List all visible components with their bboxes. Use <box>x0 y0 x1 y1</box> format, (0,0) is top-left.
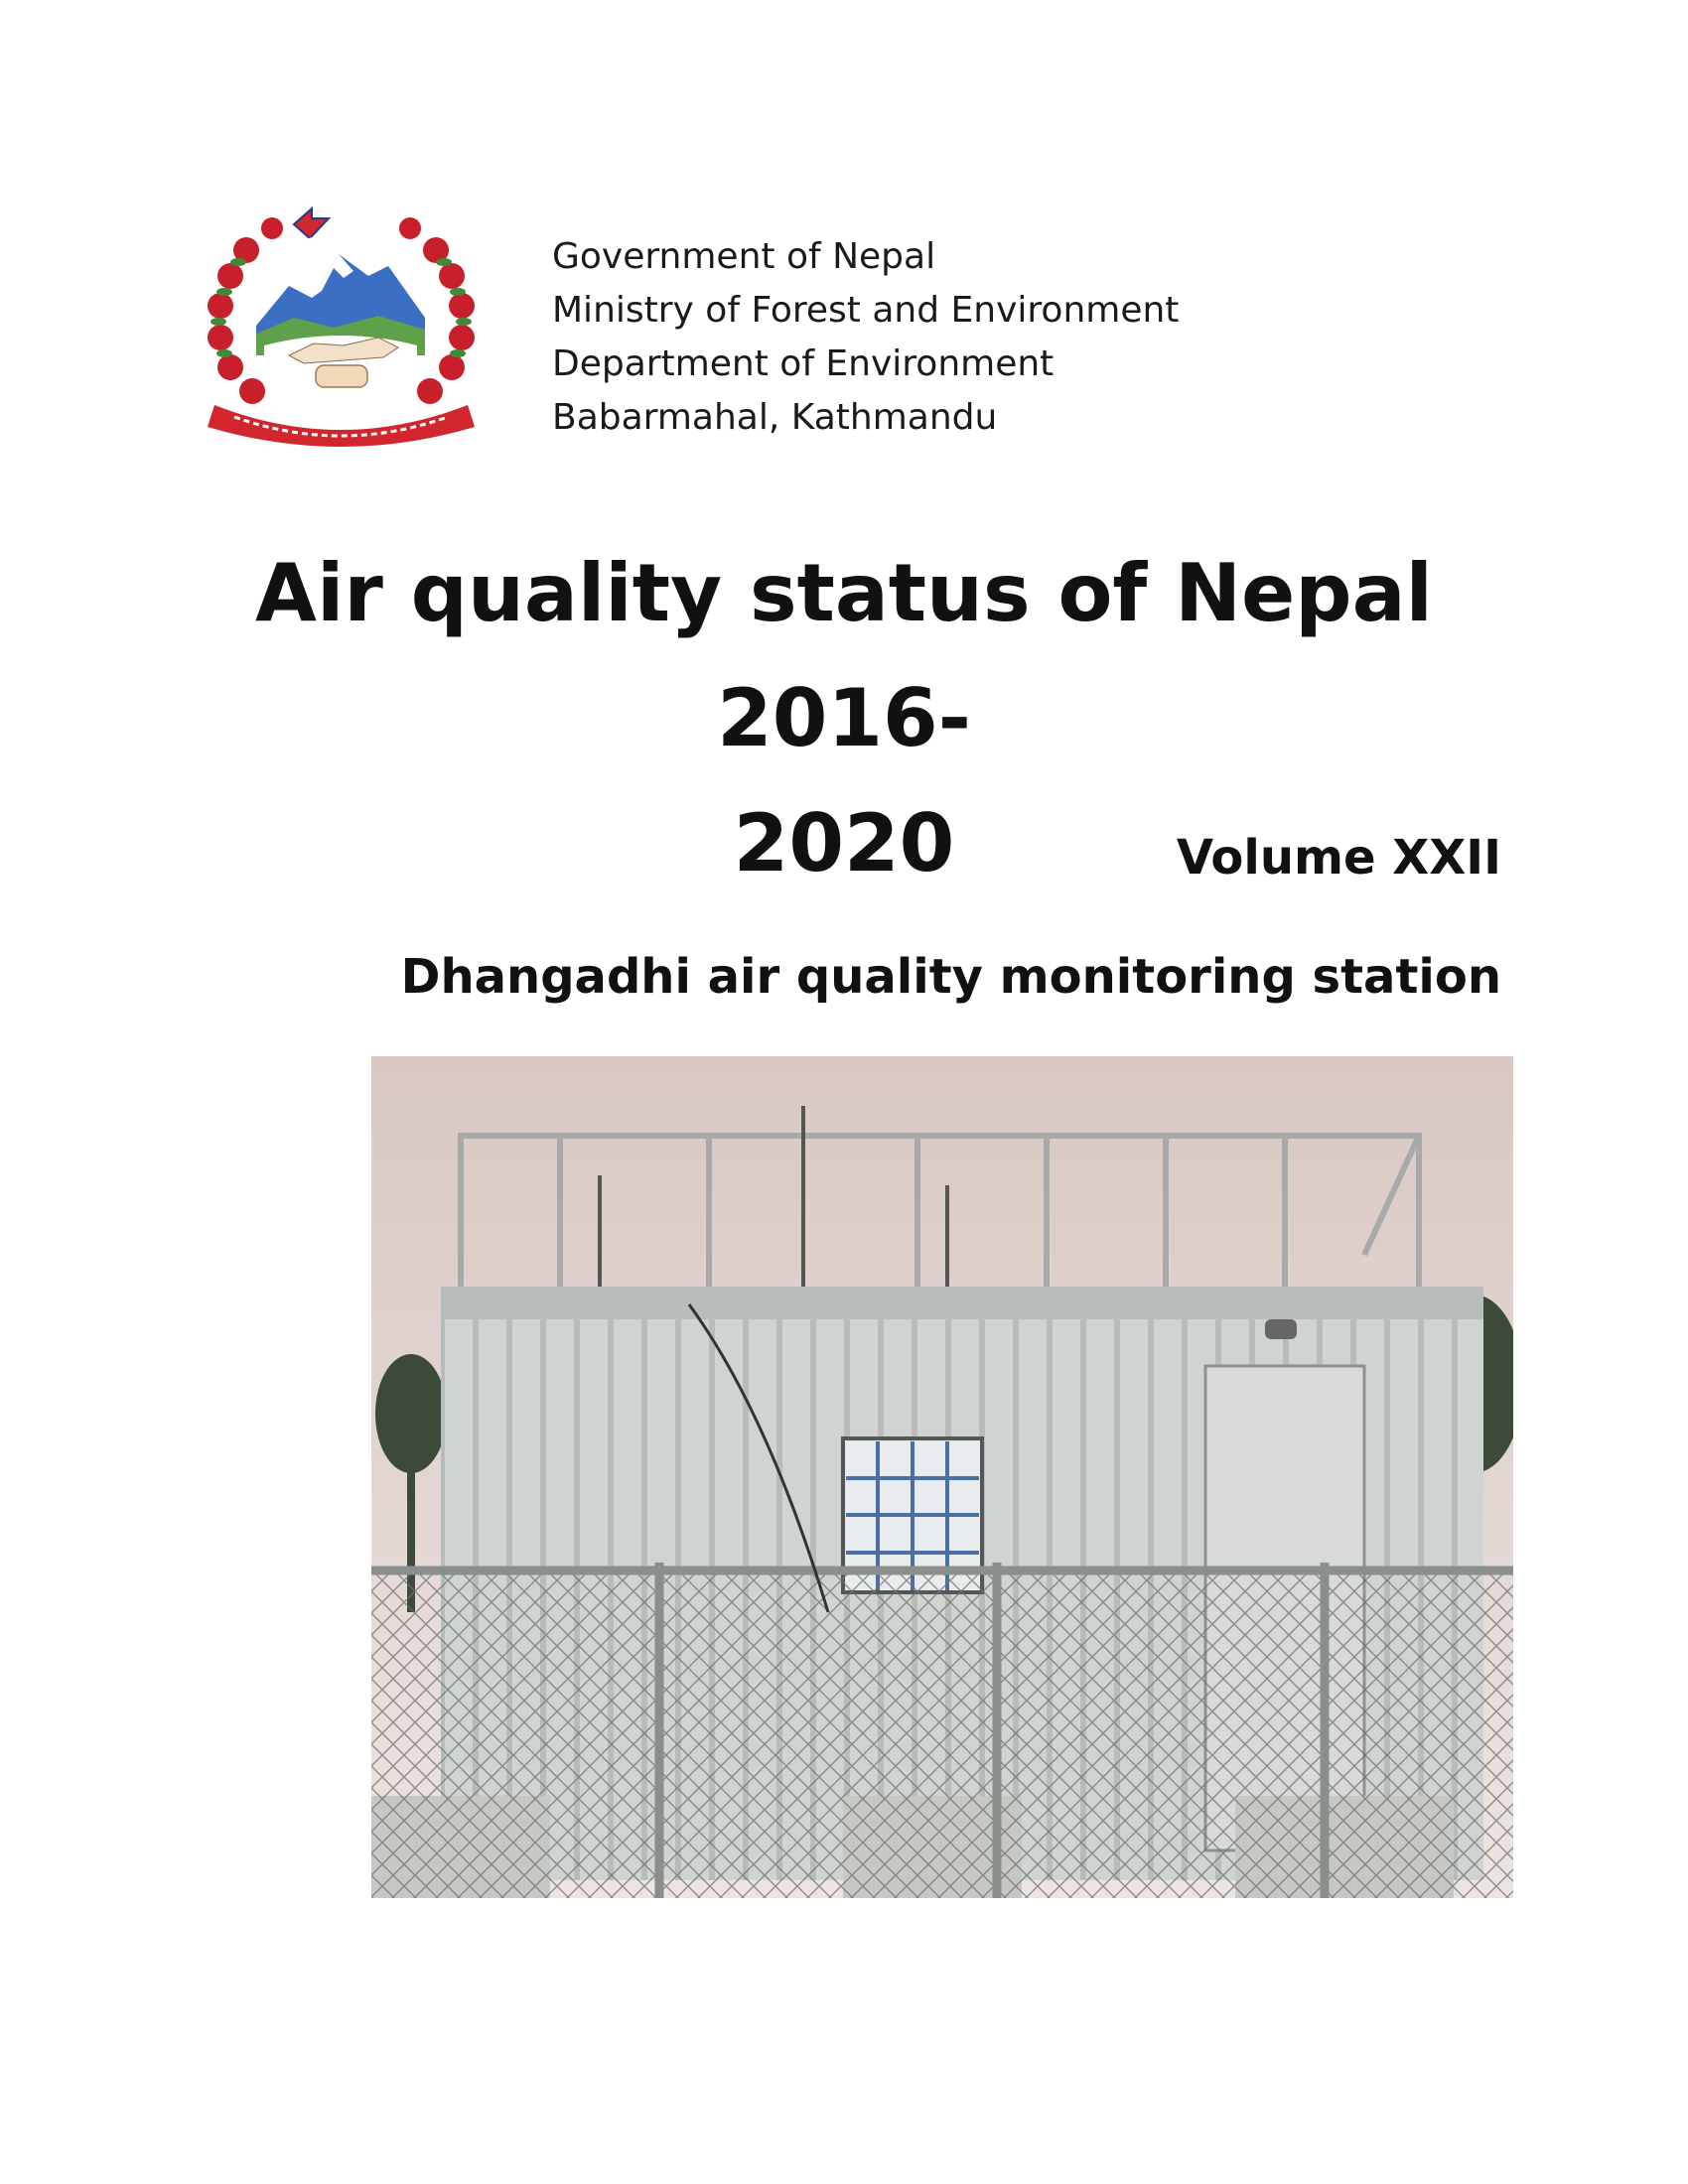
org-line-government: Government of Nepal <box>552 236 936 277</box>
org-line-address: Babarmahal, Kathmandu <box>552 397 998 438</box>
org-line-ministry: Ministry of Forest and Environment <box>552 290 1180 331</box>
station-heading: Dhangadhi air quality monitoring station <box>400 949 1501 1005</box>
organization-header <box>552 230 1179 445</box>
report-title-line-2: 2020 <box>733 797 955 889</box>
monitoring-station-photo <box>371 1056 1513 1898</box>
report-title-line-1: Air quality status of Nepal 2016- <box>255 547 1433 764</box>
nepal-emblem-icon <box>195 206 488 449</box>
volume-label: Volume XXII <box>1176 830 1501 886</box>
org-line-department: Department of Environment <box>552 343 1055 384</box>
